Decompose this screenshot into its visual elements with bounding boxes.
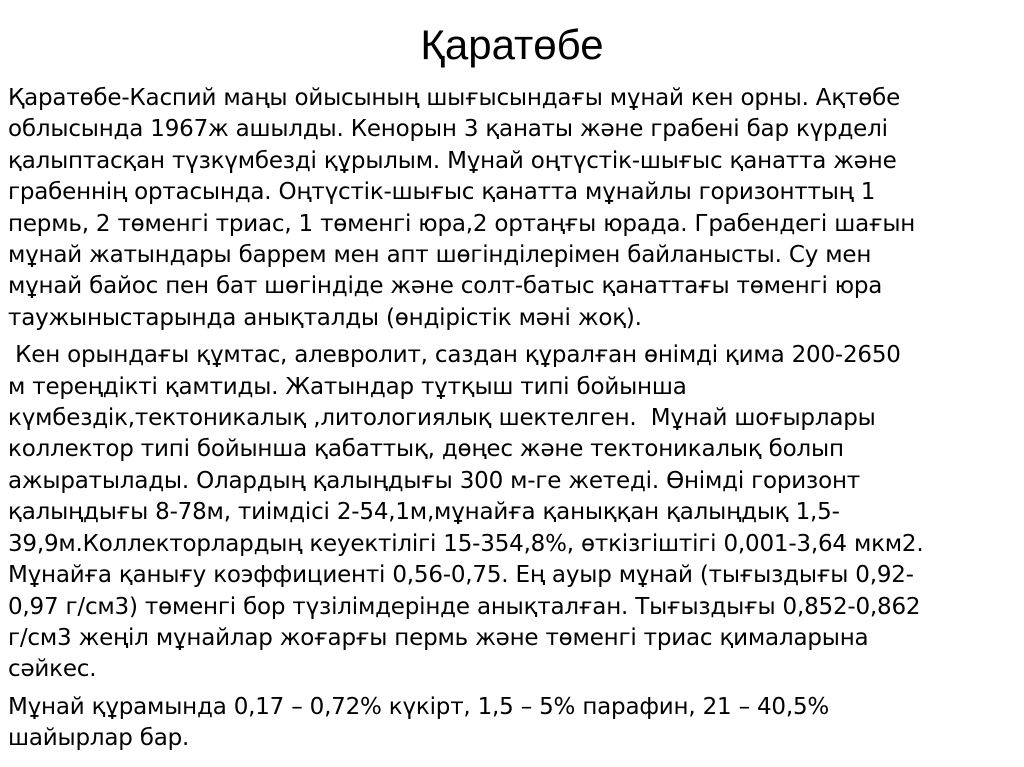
slide-body (8, 83, 1008, 755)
text-line: ажыратылады. Олардың қалыңдығы 300 м-ге жетеді. Өнімді горизонт (8, 467, 860, 494)
text-line: Мұнай құрамында 0,17 – 0,72% күкірт, 1,5 – 5% парафин, 21 – 40,5% (8, 693, 830, 720)
paragraph-1 (8, 83, 1008, 334)
text-line: грабеннің ортасында. Оңтүстік-шығыс қанатта мұнайлы горизонттың 1 (8, 179, 876, 206)
text-line: Қаратөбе-Каспий маңы ойысының шығысындағы мұнай кен орны. Ақтөбе (8, 85, 901, 111)
text-line: м тереңдікті қамтиды. Жатындар тұтқыш типі бойынша (8, 373, 687, 400)
paragraph-3 (8, 692, 1008, 755)
paragraph-2 (8, 340, 1008, 685)
text-line: г/см3 жеңіл мұнайлар жоғарғы пермь және төменгі триас қималарына (8, 624, 869, 651)
text-line: мұнай жатындары баррем мен апт шөгінділерімен байланысты. Су мен (8, 242, 872, 269)
text-line: Кен орындағы құмтас, алевролит, саздан құралған өнімді қима 200-2650 (8, 342, 901, 369)
text-line: күмбездік,тектоникалық ,литологиялық шектелген. Мұнай шоғырлары (8, 405, 876, 432)
text-line: шайырлар бар. (8, 725, 190, 752)
text-line: таужыныстарында анықталды (өндірістік мәні жоқ). (8, 304, 642, 331)
text-line: коллектор типі бойынша қабаттық, дөңес және тектоникалық болып (8, 436, 844, 463)
text-line: сәйкес. (8, 656, 97, 683)
text-line: 0,97 г/см3) төменгі бор түзілімдерінде анықталған. Тығыздығы 0,852-0,862 (8, 593, 921, 620)
text-line: пермь, 2 төменгі триас, 1 төменгі юра,2 ортаңғы юрада. Грабендегі шағын (8, 210, 916, 237)
text-line: Мұнайға қанығу коэффициенті 0,56-0,75. Ең ауыр мұнай (тығыздығы 0,92- (8, 562, 914, 589)
text-line: мұнай байос пен бат шөгіндіде және солт-батыс қанаттағы төменгі юра (8, 273, 883, 300)
text-line: қалыңдығы 8-78м, тиімдісі 2-54,1м,мұнайға қаныққан қалыңдық 1,5- (8, 499, 840, 526)
text-line: облысында 1967ж ашылды. Кенорын 3 қанаты және грабені бар күрделі (8, 116, 888, 143)
text-line: 39,9м.Коллекторлардың кеуектілігі 15-354,8%, өткізгіштігі 0,001-3,64 мкм2. (8, 530, 924, 557)
text-line: қалыптасқан түзкүмбезді құрылым. Мұнай оңтүстік-шығыс қанатта және (8, 147, 897, 174)
slide-title: Қаратөбе (420, 21, 604, 68)
